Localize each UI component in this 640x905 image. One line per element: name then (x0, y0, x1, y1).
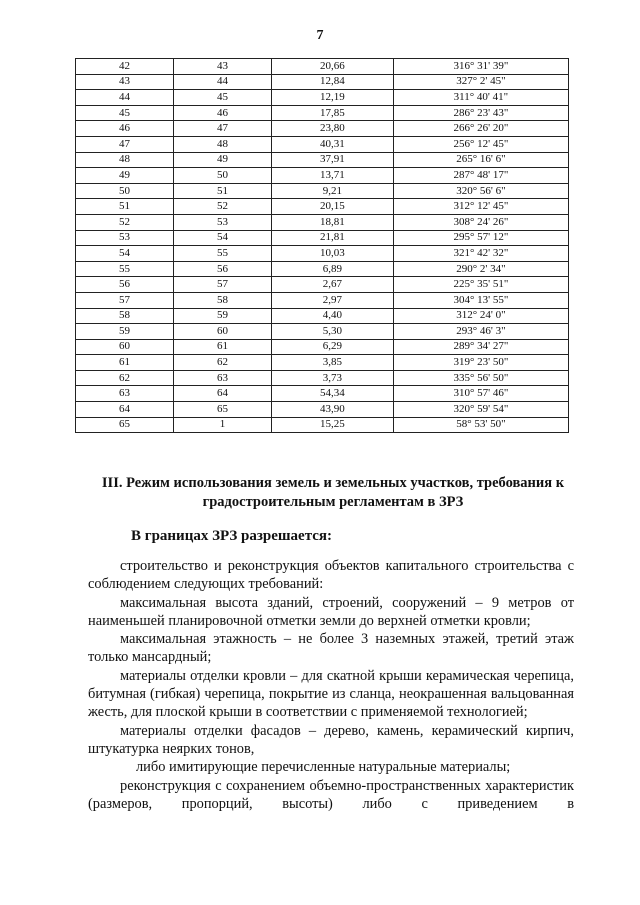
table-cell: 290° 2' 34" (393, 261, 568, 277)
table-row (76, 277, 569, 293)
table-cell: 10,03 (271, 246, 393, 262)
paragraph: либо имитирующие перечисленные натуральные материалы; (136, 759, 511, 776)
table-cell: 316° 31' 39" (393, 59, 568, 75)
table-cell: 44 (76, 90, 174, 106)
table-cell: 265° 16' 6" (393, 152, 568, 168)
table-cell: 13,71 (271, 168, 393, 184)
table-cell: 256° 12' 45" (393, 136, 568, 152)
table-cell: 225° 35' 51" (393, 277, 568, 293)
table-row (76, 199, 569, 215)
table-cell: 43,90 (271, 402, 393, 418)
table-cell: 3,73 (271, 370, 393, 386)
table-cell: 18,81 (271, 214, 393, 230)
table-row (76, 230, 569, 246)
table-cell: 55 (173, 246, 271, 262)
table-row (76, 90, 569, 106)
table-cell: 62 (76, 370, 174, 386)
paragraph: максимальная этажность – не более 3 наземных этажей, третий этаж только мансардный; (88, 631, 574, 666)
coordinates-table-body (76, 59, 569, 433)
table-cell: 335° 56' 50" (393, 370, 568, 386)
table-cell: 293° 46' 3" (393, 324, 568, 340)
table-row (76, 370, 569, 386)
paragraph: материалы отделки кровли – для скатной крыши керамическая черепица, битумная (гибкая) черепица, покрытие из сланца, неокрашенная вальцованная жесть, для плоской крыши в соответствии с применяемой технологией; (88, 667, 574, 721)
paragraph: реконструкция с сохранением объемно-пространственных характеристик (размеров, пропорций, высоты) либо с приведением в (88, 777, 574, 812)
table-cell: 20,66 (271, 59, 393, 75)
table-cell: 55 (76, 261, 174, 277)
table-cell: 51 (76, 199, 174, 215)
table-cell: 42 (76, 59, 174, 75)
table-cell: 40,31 (271, 136, 393, 152)
table-row (76, 246, 569, 262)
table-row (76, 402, 569, 418)
table-cell: 51 (173, 183, 271, 199)
table-row (76, 136, 569, 152)
table-cell: 58 (173, 292, 271, 308)
table-cell: 6,29 (271, 339, 393, 355)
table-cell: 312° 24' 0" (393, 308, 568, 324)
table-cell: 44 (173, 74, 271, 90)
table-row (76, 168, 569, 184)
table-cell: 46 (76, 121, 174, 137)
table-cell: 53 (173, 214, 271, 230)
table-cell: 63 (76, 386, 174, 402)
table-row (76, 339, 569, 355)
table-cell: 17,85 (271, 105, 393, 121)
table-cell: 63 (173, 370, 271, 386)
allowed-heading: В границах ЗРЗ разрешается: (131, 528, 333, 544)
table-cell: 56 (76, 277, 174, 293)
table-cell: 58 (76, 308, 174, 324)
table-row (76, 355, 569, 371)
table-cell: 43 (76, 74, 174, 90)
table-cell: 60 (173, 324, 271, 340)
table-cell: 45 (76, 105, 174, 121)
table-row (76, 292, 569, 308)
table-cell: 45 (173, 90, 271, 106)
table-cell: 57 (173, 277, 271, 293)
table-row (76, 308, 569, 324)
table-cell: 20,15 (271, 199, 393, 215)
table-cell: 289° 34' 27" (393, 339, 568, 355)
table-cell: 286° 23' 43" (393, 105, 568, 121)
table-cell: 37,91 (271, 152, 393, 168)
table-cell: 295° 57' 12" (393, 230, 568, 246)
table-row (76, 59, 569, 75)
table-cell: 2,97 (271, 292, 393, 308)
table-cell: 49 (173, 152, 271, 168)
table-row (76, 214, 569, 230)
table-cell: 62 (173, 355, 271, 371)
paragraph: максимальная высота зданий, строений, сооружений – 9 метров от наименьшей планировочной отметки земли до верхней отметки кровли; (88, 594, 574, 629)
table-cell: 21,81 (271, 230, 393, 246)
table-row (76, 417, 569, 433)
table-row (76, 74, 569, 90)
paragraph: материалы отделки фасадов – дерево, камень, керамический кирпич, штукатурка неярких тонов, (88, 722, 574, 757)
table-cell: 320° 56' 6" (393, 183, 568, 199)
table-cell: 4,40 (271, 308, 393, 324)
table-cell: 59 (76, 324, 174, 340)
page-number: 7 (316, 28, 324, 43)
table-cell: 60 (76, 339, 174, 355)
table-row (76, 261, 569, 277)
table-cell: 59 (173, 308, 271, 324)
table-cell: 266° 26' 20" (393, 121, 568, 137)
table-row (76, 386, 569, 402)
table-cell: 327° 2' 45" (393, 74, 568, 90)
table-cell: 49 (76, 168, 174, 184)
table-row (76, 183, 569, 199)
table-cell: 310° 57' 46" (393, 386, 568, 402)
table-cell: 3,85 (271, 355, 393, 371)
table-cell: 50 (173, 168, 271, 184)
coordinates-table (75, 58, 569, 433)
table-cell: 54,34 (271, 386, 393, 402)
table-cell: 57 (76, 292, 174, 308)
table-cell: 308° 24' 26" (393, 214, 568, 230)
table-cell: 304° 13' 55" (393, 292, 568, 308)
table-cell: 319° 23' 50" (393, 355, 568, 371)
table-cell: 1 (173, 417, 271, 433)
table-cell: 48 (76, 152, 174, 168)
table-row (76, 121, 569, 137)
table-cell: 52 (76, 214, 174, 230)
table-cell: 65 (76, 417, 174, 433)
table-cell: 312° 12' 45" (393, 199, 568, 215)
table-row (76, 105, 569, 121)
table-cell: 53 (76, 230, 174, 246)
table-cell: 12,19 (271, 90, 393, 106)
table-cell: 54 (76, 246, 174, 262)
table-cell: 12,84 (271, 74, 393, 90)
table-cell: 321° 42' 32" (393, 246, 568, 262)
table-cell: 23,80 (271, 121, 393, 137)
table-cell: 56 (173, 261, 271, 277)
table-cell: 46 (173, 105, 271, 121)
table-cell: 5,30 (271, 324, 393, 340)
table-row (76, 152, 569, 168)
table-cell: 64 (173, 386, 271, 402)
table-cell: 43 (173, 59, 271, 75)
table-cell: 58° 53' 50" (393, 417, 568, 433)
section-body (88, 557, 574, 813)
table-cell: 15,25 (271, 417, 393, 433)
table-cell: 311° 40' 41" (393, 90, 568, 106)
table-cell: 52 (173, 199, 271, 215)
table-cell: 6,89 (271, 261, 393, 277)
table-cell: 48 (173, 136, 271, 152)
table-cell: 61 (76, 355, 174, 371)
section-title: III. Режим использования земель и земельных участков, требования к градостроительным регламентам в ЗРЗ (101, 475, 565, 510)
table-cell: 64 (76, 402, 174, 418)
paragraph: строительство и реконструкция объектов капитального строительства с соблюдением следующих требований: (88, 558, 574, 593)
table-row (76, 324, 569, 340)
table-cell: 54 (173, 230, 271, 246)
table-cell: 287° 48' 17" (393, 168, 568, 184)
table-cell: 50 (76, 183, 174, 199)
table-cell: 2,67 (271, 277, 393, 293)
table-cell: 47 (173, 121, 271, 137)
table-cell: 9,21 (271, 183, 393, 199)
table-cell: 61 (173, 339, 271, 355)
table-cell: 65 (173, 402, 271, 418)
table-cell: 47 (76, 136, 174, 152)
table-cell: 320° 59' 54" (393, 402, 568, 418)
